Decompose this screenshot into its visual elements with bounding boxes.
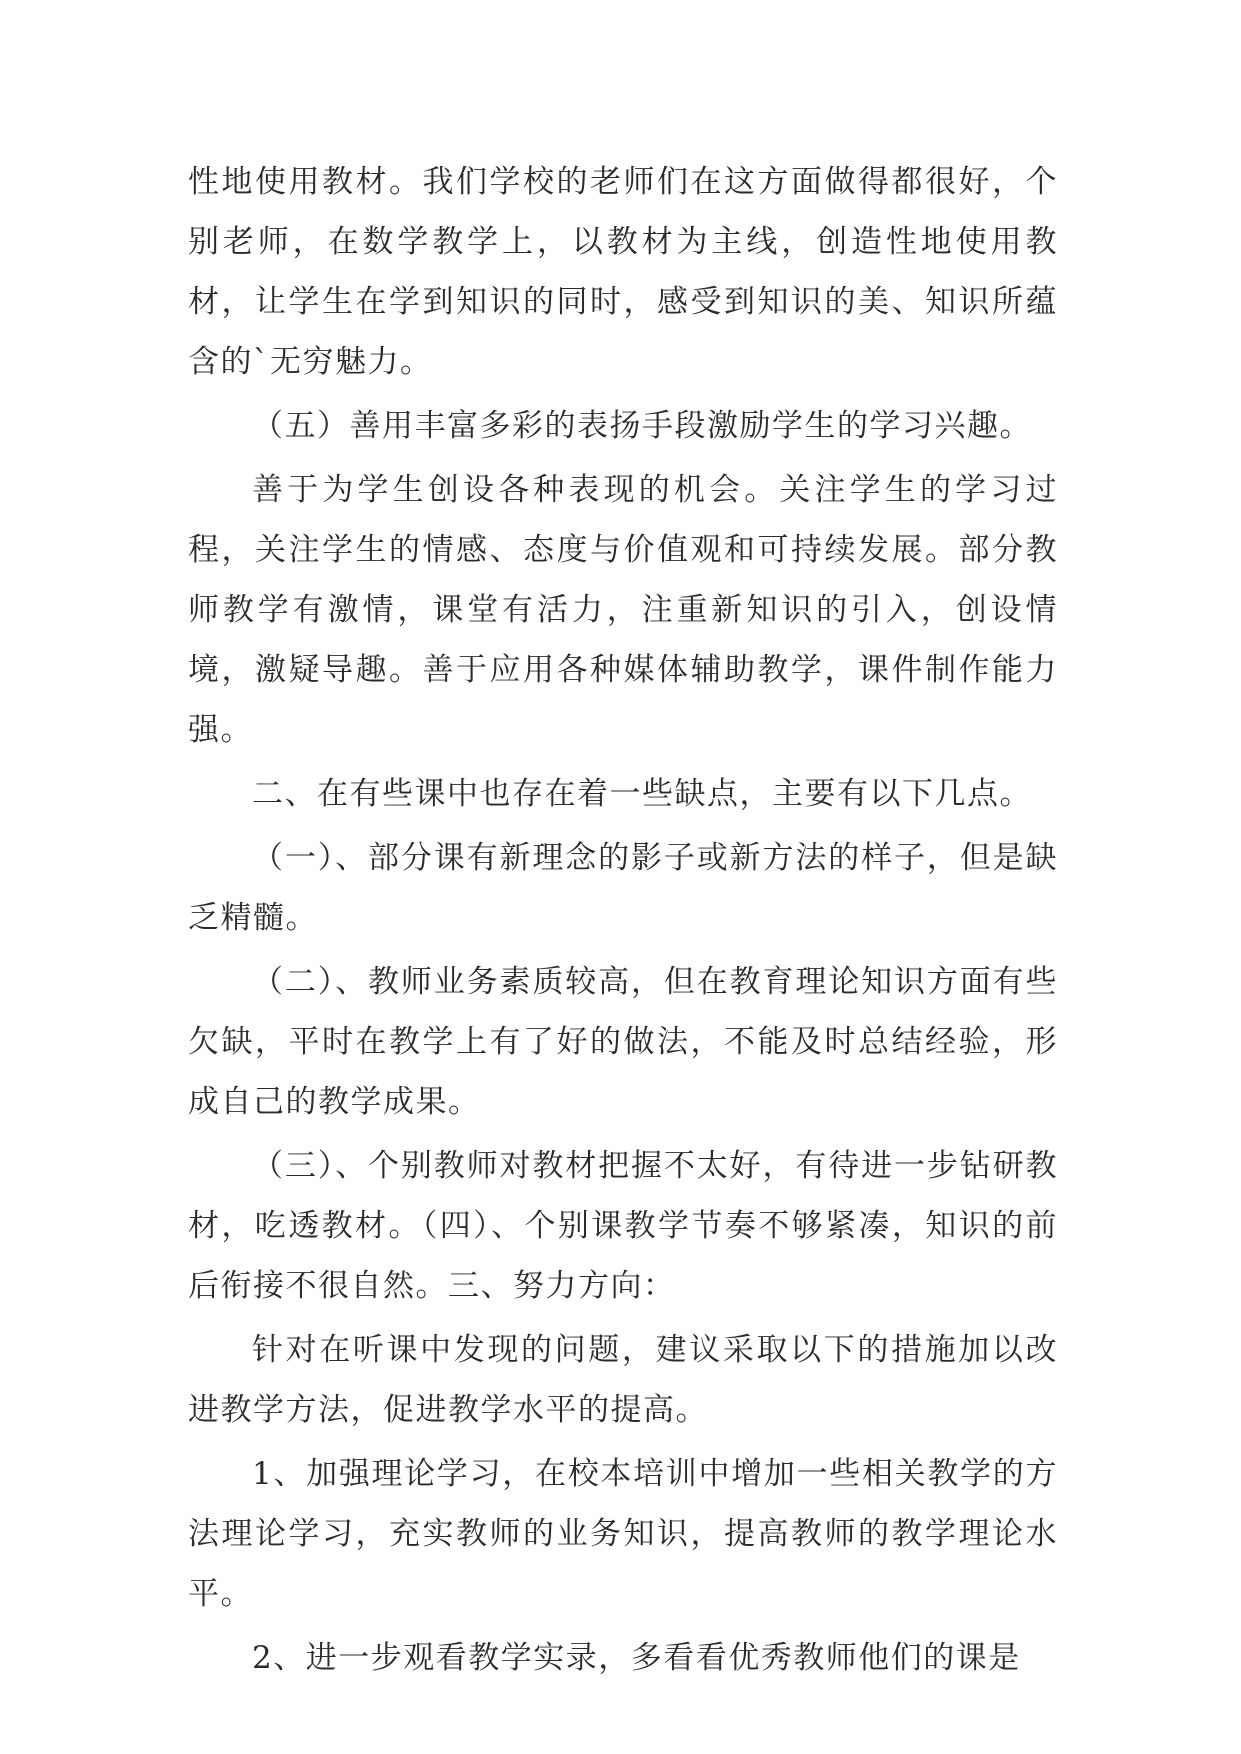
paragraph-heading-five: （五）善用丰富多彩的表扬手段激励学生的学习兴趣。 [252,408,1032,444]
paragraph-shortcoming-three-four: （三）、个别教师对教材把握不太好，有待进一步钻研教材，吃透教材。（四）、个别课教学节奏不够紧凑，知识的前后衔接不很自然。三、努力方向： [188,1148,1058,1304]
paragraph-praise: 善于为学生创设各种表现的机会。关注学生的学习过程，关注学生的情感、态度与价值观和可持续发展。部分教师教学有激情，课堂有活力，注重新知识的引入，创设情境，激疑导趣。善于应用各种媒体辅助教学，课件制作能力强。 [188,472,1058,748]
paragraph-measure-two: 2、进一步观看教学实录，多看看优秀教师他们的课是 [252,1640,1021,1676]
paragraph-shortcoming-two: （二）、教师业务素质较高，但在教育理论知识方面有些欠缺，平时在教学上有了好的做法，不能及时总结经验，形成自己的教学成果。 [188,964,1058,1120]
paragraph-shortcoming-one: （一）、部分课有新理念的影子或新方法的样子，但是缺乏精髓。 [188,840,1058,936]
paragraph-section-two-heading: 二、在有些课中也存在着一些缺点，主要有以下几点。 [252,776,1032,812]
paragraph-measure-one: 1、加强理论学习，在校本培训中增加一些相关教学的方法理论学习，充实教师的业务知识，提高教师的教学理论水平。 [188,1456,1058,1612]
paragraph-measures-intro: 针对在听课中发现的问题，建议采取以下的措施加以改进教学方法，促进教学水平的提高。 [188,1332,1058,1428]
document-body [188,152,1058,1688]
paragraph-continuation: 性地使用教材。我们学校的老师们在这方面做得都很好，个别老师，在数学教学上，以教材为主线，创造性地使用教材，让学生在学到知识的同时，感受到知识的美、知识所蕴含的`无穷魅力。 [188,164,1058,380]
